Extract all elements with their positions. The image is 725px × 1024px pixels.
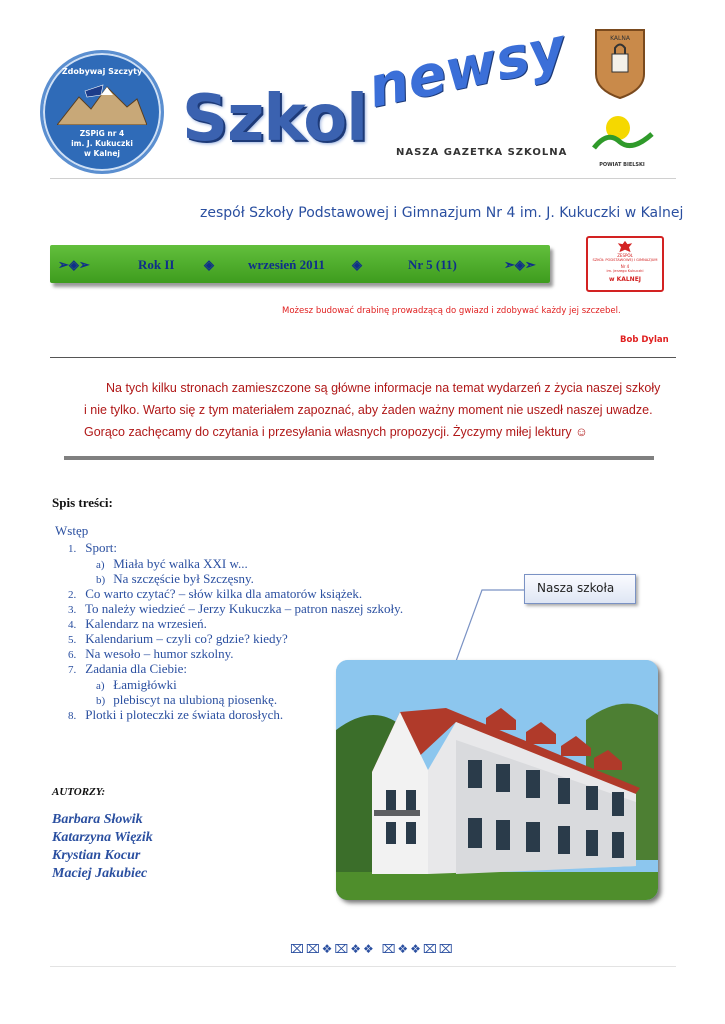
toc-item: 5. Kalendarium – czyli co? gdzie? kiedy? (68, 631, 288, 646)
toc-item: 7. Zadania dla Ciebie: (68, 661, 188, 676)
author-name: Maciej Jakubiec (52, 866, 148, 881)
divider (64, 456, 654, 460)
toc-subitem: a) Miała być walka XXI w... (96, 556, 248, 571)
bar-ornament-left: ➢◈➢ (58, 257, 90, 272)
intro-line-2: i nie tylko. Warto się z tym materiałem zapoznać, aby żaden ważny moment nie uszedł naszej uwadze. (84, 403, 653, 417)
bar-ornament-right: ➣◈➣ (504, 257, 536, 272)
powiat-label: POWIAT BIELSKI (599, 162, 645, 168)
stamp-line-2: SZKÓŁ PODSTAWOWEJ I GIMNAZJUM (592, 258, 658, 262)
toc-item: 8. Plotki i ploteczki ze świata dorosłych. (68, 707, 284, 722)
toc-heading: Spis treści: (52, 495, 113, 510)
newspaper-title-part2: newsy (362, 15, 572, 121)
toc-item: 1. Sport: (68, 540, 118, 555)
intro-line-3: Gorąco zachęcamy do czytania i przesyłania własnych propozycji. Życzymy miłej lektury ☺ (84, 425, 588, 439)
issue-number: Nr 5 (11) (408, 257, 457, 272)
author-name: Barbara Słowik (52, 812, 143, 827)
footer-ornament: ⌧⌧❖⌧❖❖ ⌧❖❖⌧⌧ (290, 942, 455, 956)
toc-item: 6. Na wesoło – humor szkolny. (68, 646, 234, 661)
stamp-line-4: im. Jerzego Kukuczki (606, 269, 644, 273)
powiat-logo (586, 112, 658, 172)
toc-intro-item: Wstęp (55, 523, 89, 538)
toc-item: 3. To należy wiedzieć – Jerzy Kukuczka – patron naszej szkoły. (68, 601, 404, 616)
toc-item: 4. Kalendarz na wrzesień. (68, 616, 207, 631)
badge-line-3: w Kalnej (84, 149, 120, 158)
author-name: Krystian Kocur (52, 848, 141, 863)
school-name: zespół Szkoły Podstawowej i Gimnazjum Nr 4 im. J. Kukuczki w Kalnej (200, 205, 684, 221)
school-stamp (586, 236, 664, 292)
badge-line-1: ZSPiG nr 4 (79, 129, 125, 138)
divider (50, 357, 676, 358)
toc-item: 2. Co warto czytać? – słów kilka dla amatorów książek. (68, 586, 363, 601)
authors-heading: AUTORZY: (52, 786, 106, 798)
motto-quote: Możesz budować drabinę prowadzącą do gwiazd i zdobywać każdy jej szczebel. (282, 306, 621, 316)
kalna-crest-icon (592, 28, 648, 100)
toc-subitem: b) plebiscyt na ulubioną piosenkę. (96, 692, 278, 707)
issue-info-bar (50, 245, 550, 283)
toc-subitem: b) Na szczęście był Szczęsny. (96, 571, 254, 586)
school-badge-logo (40, 50, 164, 174)
divider (50, 178, 676, 179)
quote-author: Bob Dylan (620, 335, 669, 345)
eagle-emblem-icon (617, 240, 633, 253)
stamp-line-1: ZESPÓŁ (617, 253, 633, 258)
intro-line-1: Na tych kilku stronach zamieszczone są główne informacje na temat wydarzeń z życia naszej szkoły (106, 381, 661, 395)
badge-line-2: im. J. Kukuczki (71, 139, 133, 148)
bar-separator: ◈ (352, 257, 362, 272)
stamp-line-5: w KALNEJ (608, 276, 642, 283)
newspaper-title-part1: Szkol (182, 82, 368, 156)
stamp-line-3: Nr 4 (620, 264, 630, 269)
school-building-photo (336, 660, 658, 900)
newspaper-subtitle: NASZA GAZETKA SZKOLNA (396, 147, 568, 158)
school-building-image (336, 660, 658, 900)
toc-subitem: a) Łamigłówki (96, 677, 177, 692)
issue-year: Rok II (138, 257, 175, 272)
crest-label: KALNA (610, 35, 630, 42)
callout-label: Nasza szkoła (537, 581, 615, 595)
badge-motto: Zdobywaj Szczyty (61, 67, 143, 76)
author-name: Katarzyna Więzik (52, 830, 153, 845)
bar-separator: ◈ (204, 257, 214, 272)
divider (50, 966, 676, 967)
issue-date: wrzesień 2011 (248, 257, 325, 272)
sun-hills-icon (586, 112, 658, 162)
photo-callout (524, 574, 636, 604)
mountains-icon (57, 83, 147, 125)
